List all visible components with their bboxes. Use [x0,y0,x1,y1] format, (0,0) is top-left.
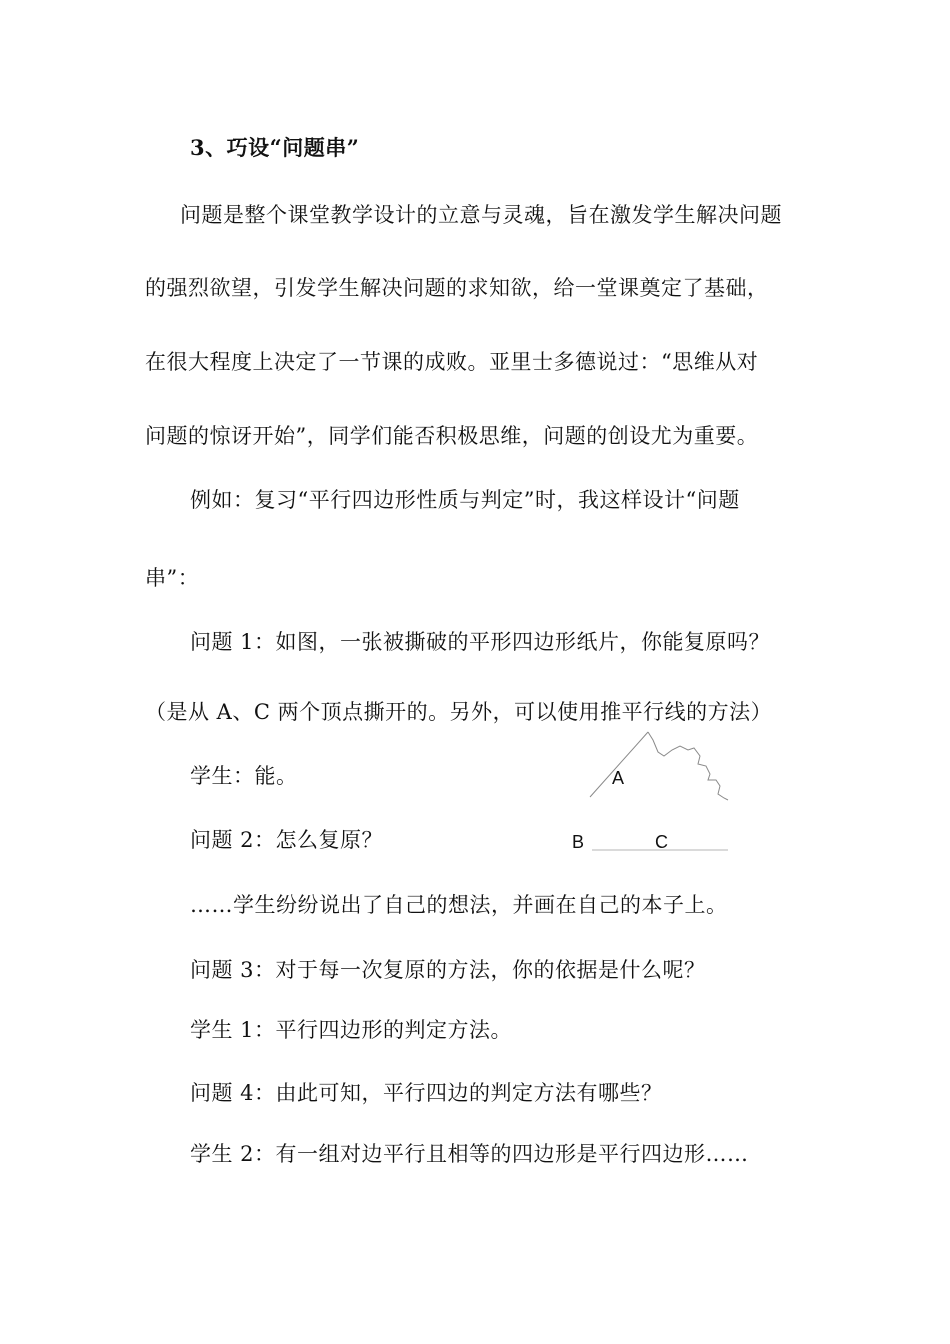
question-2: 问题 2：怎么复原？ [190,828,384,852]
answer-4: 学生 2：有一组对边平行且相等的四边形是平行四边形…… [190,1142,749,1166]
torn-edge-jagged [648,732,728,800]
students-discussion: ……学生纷纷说出了自己的想法，并画在自己的本子上。 [190,893,728,917]
question-1-note: （是从 A、C 两个顶点撕开的。另外，可以使用推平行线的方法） [145,700,773,724]
section-heading: 3、巧设“问题串” [190,135,360,160]
answer-1: 学生：能。 [190,764,298,788]
vertex-label-a: A [612,768,625,788]
paragraph-line-4: 问题的惊讶开始”，同学们能否积极思维，问题的创设尤为重要。 [145,424,759,448]
question-3: 问题 3：对于每一次复原的方法，你的依据是什么呢？ [190,958,706,982]
vertex-label-c: C [655,832,668,852]
paragraph-line-2: 的强烈欲望，引发学生解决问题的求知欲，给一堂课奠定了基础， [145,276,769,300]
paragraph-line-6: 串”： [145,566,200,590]
paragraph-line-5: 例如：复习“平行四边形性质与判定”时，我这样设计“问题 [190,488,740,512]
paragraph-line-3: 在很大程度上决定了一节课的成败。亚里士多德说过：“思维从对 [145,350,759,374]
question-1: 问题 1：如图，一张被撕破的平形四边形纸片，你能复原吗？ [190,630,771,654]
answer-3: 学生 1：平行四边形的判定方法。 [190,1018,513,1042]
paragraph-line-1: 问题是整个课堂教学设计的立意与灵魂，旨在激发学生解决问题 [180,203,782,227]
vertex-label-b: B [572,832,585,852]
question-4: 问题 4：由此可知，平行四边的判定方法有哪些？ [190,1081,663,1105]
